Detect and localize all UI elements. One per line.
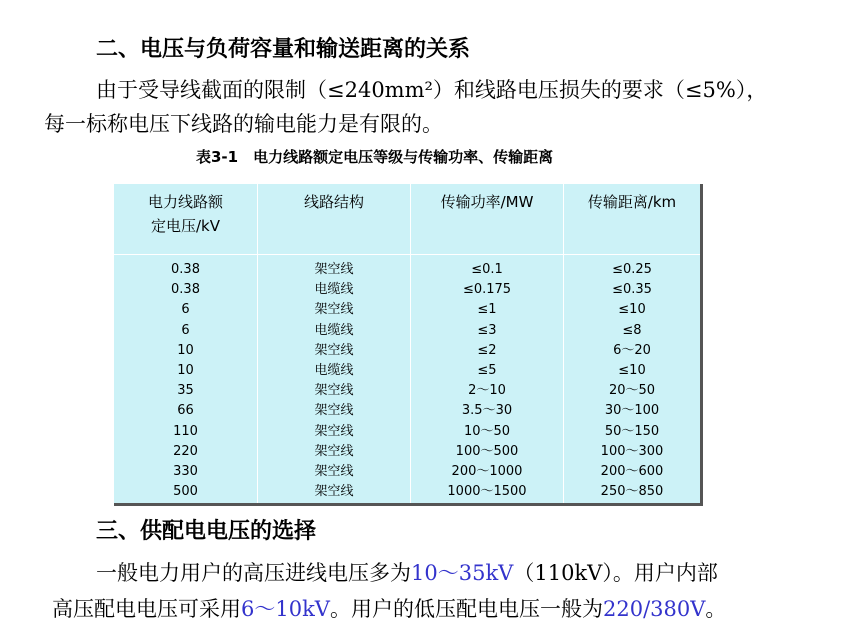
table-cell-power: 10～50 bbox=[463, 423, 511, 439]
voltage-table bbox=[114, 184, 703, 506]
table-cell-voltage: 35 bbox=[177, 383, 194, 399]
table-cell-structure: 架空线 bbox=[314, 463, 354, 479]
table-cell-voltage: 110 bbox=[173, 423, 198, 439]
text-segment: 。用户的低压配电电压一般为 bbox=[329, 597, 603, 621]
table-cell-structure: 架空线 bbox=[314, 262, 354, 277]
table-cell-voltage: 500 bbox=[173, 484, 198, 500]
table-cell-voltage: 10 bbox=[177, 362, 194, 378]
table-cell-structure: 架空线 bbox=[314, 443, 354, 459]
table-cell-structure: 架空线 bbox=[314, 302, 354, 318]
paragraph-line bbox=[96, 557, 718, 587]
header-voltage-line2: 定电压/kV bbox=[150, 217, 220, 235]
table-cell-distance: 200～600 bbox=[600, 463, 664, 479]
table-cell-power: 3.5～30 bbox=[461, 403, 513, 419]
table-cell-structure: 架空线 bbox=[314, 423, 354, 439]
table-cell-voltage: 6 bbox=[181, 302, 190, 318]
table-cell-distance: ≤10 bbox=[618, 362, 646, 378]
table-cell-power: ≤3 bbox=[477, 322, 497, 338]
table-cell-power: ≤5 bbox=[477, 362, 497, 378]
table-cell-voltage: 6 bbox=[181, 322, 190, 338]
table-cell-voltage: 66 bbox=[177, 403, 194, 419]
text-segment: 。 bbox=[705, 597, 727, 621]
table-cell-distance: ≤0.25 bbox=[612, 262, 652, 277]
column-voltage bbox=[114, 260, 257, 502]
table-cell-structure: 电缆线 bbox=[314, 362, 354, 378]
table-cell-structure: 架空线 bbox=[314, 342, 354, 358]
table-cell-power: 200～1000 bbox=[451, 463, 523, 479]
table-cell-voltage: 220 bbox=[173, 443, 198, 459]
column-distance bbox=[564, 260, 700, 502]
voltage-highlight: 10～35kV bbox=[411, 561, 514, 585]
table-cell-power: 100～500 bbox=[455, 443, 519, 459]
table-cell-distance: 250～850 bbox=[600, 484, 664, 500]
table-cell-power: ≤0.1 bbox=[471, 262, 503, 277]
header-power: 传输功率/MW bbox=[440, 193, 534, 211]
table-cell-power: ≤2 bbox=[477, 342, 497, 358]
table-caption: 表3-1 电力线路额定电压等级与传输功率、传输距离 bbox=[196, 148, 554, 166]
table-cell-distance: 30～100 bbox=[604, 403, 660, 419]
header-structure: 线路结构 bbox=[303, 193, 364, 211]
text-segment: 一般电力用户的高压进线电压多为 bbox=[96, 561, 411, 585]
table-cell-power: ≤1 bbox=[477, 302, 497, 318]
header-distance: 传输距离/km bbox=[587, 193, 677, 211]
table-cell-voltage: 10 bbox=[177, 342, 194, 358]
paragraph-line: 每一标称电压下线路的输电能力是有限的。 bbox=[44, 112, 443, 136]
section-heading-3: 三、供配电电压的选择 bbox=[96, 519, 317, 544]
table-cell-structure: 架空线 bbox=[314, 403, 354, 419]
table-cell-distance: ≤10 bbox=[618, 302, 646, 318]
table-cell-structure: 架空线 bbox=[314, 383, 354, 399]
column-power bbox=[411, 260, 563, 502]
voltage-highlight: 6～10kV bbox=[241, 597, 330, 621]
table-cell-structure: 电缆线 bbox=[314, 322, 354, 338]
table-cell-distance: 20～50 bbox=[608, 383, 656, 399]
section-heading-2: 二、电压与负荷容量和输送距离的关系 bbox=[96, 37, 471, 62]
table-cell-power: 1000～1500 bbox=[447, 484, 527, 500]
voltage-highlight: 220/380V bbox=[602, 597, 706, 621]
table-cell-distance: 100～300 bbox=[600, 443, 664, 459]
table-cell-distance: ≤0.35 bbox=[612, 282, 652, 298]
header-voltage-line1: 电力线路额 bbox=[147, 193, 223, 211]
column-structure bbox=[258, 260, 410, 502]
paragraph-line bbox=[52, 593, 726, 623]
table-cell-structure: 电缆线 bbox=[314, 282, 354, 298]
table-cell-structure: 架空线 bbox=[314, 484, 354, 500]
table-cell-power: 2～10 bbox=[468, 383, 506, 399]
table-cell-voltage: 0.38 bbox=[171, 262, 200, 277]
table-cell-distance: 50～150 bbox=[604, 423, 660, 439]
table-cell-distance: ≤8 bbox=[622, 322, 642, 338]
paragraph-line: 由于受导线截面的限制（≤240mm²）和线路电压损失的要求（≤5%）， bbox=[96, 78, 768, 102]
table-cell-distance: 6～20 bbox=[613, 342, 651, 358]
table-cell-power: ≤0.175 bbox=[462, 282, 512, 298]
text-segment: 高压配电电压可采用 bbox=[52, 597, 241, 621]
text-segment: （110kV）。用户内部 bbox=[513, 561, 718, 585]
table-cell-voltage: 0.38 bbox=[171, 282, 200, 298]
header-voltage bbox=[114, 190, 257, 238]
table-cell-voltage: 330 bbox=[173, 463, 198, 479]
